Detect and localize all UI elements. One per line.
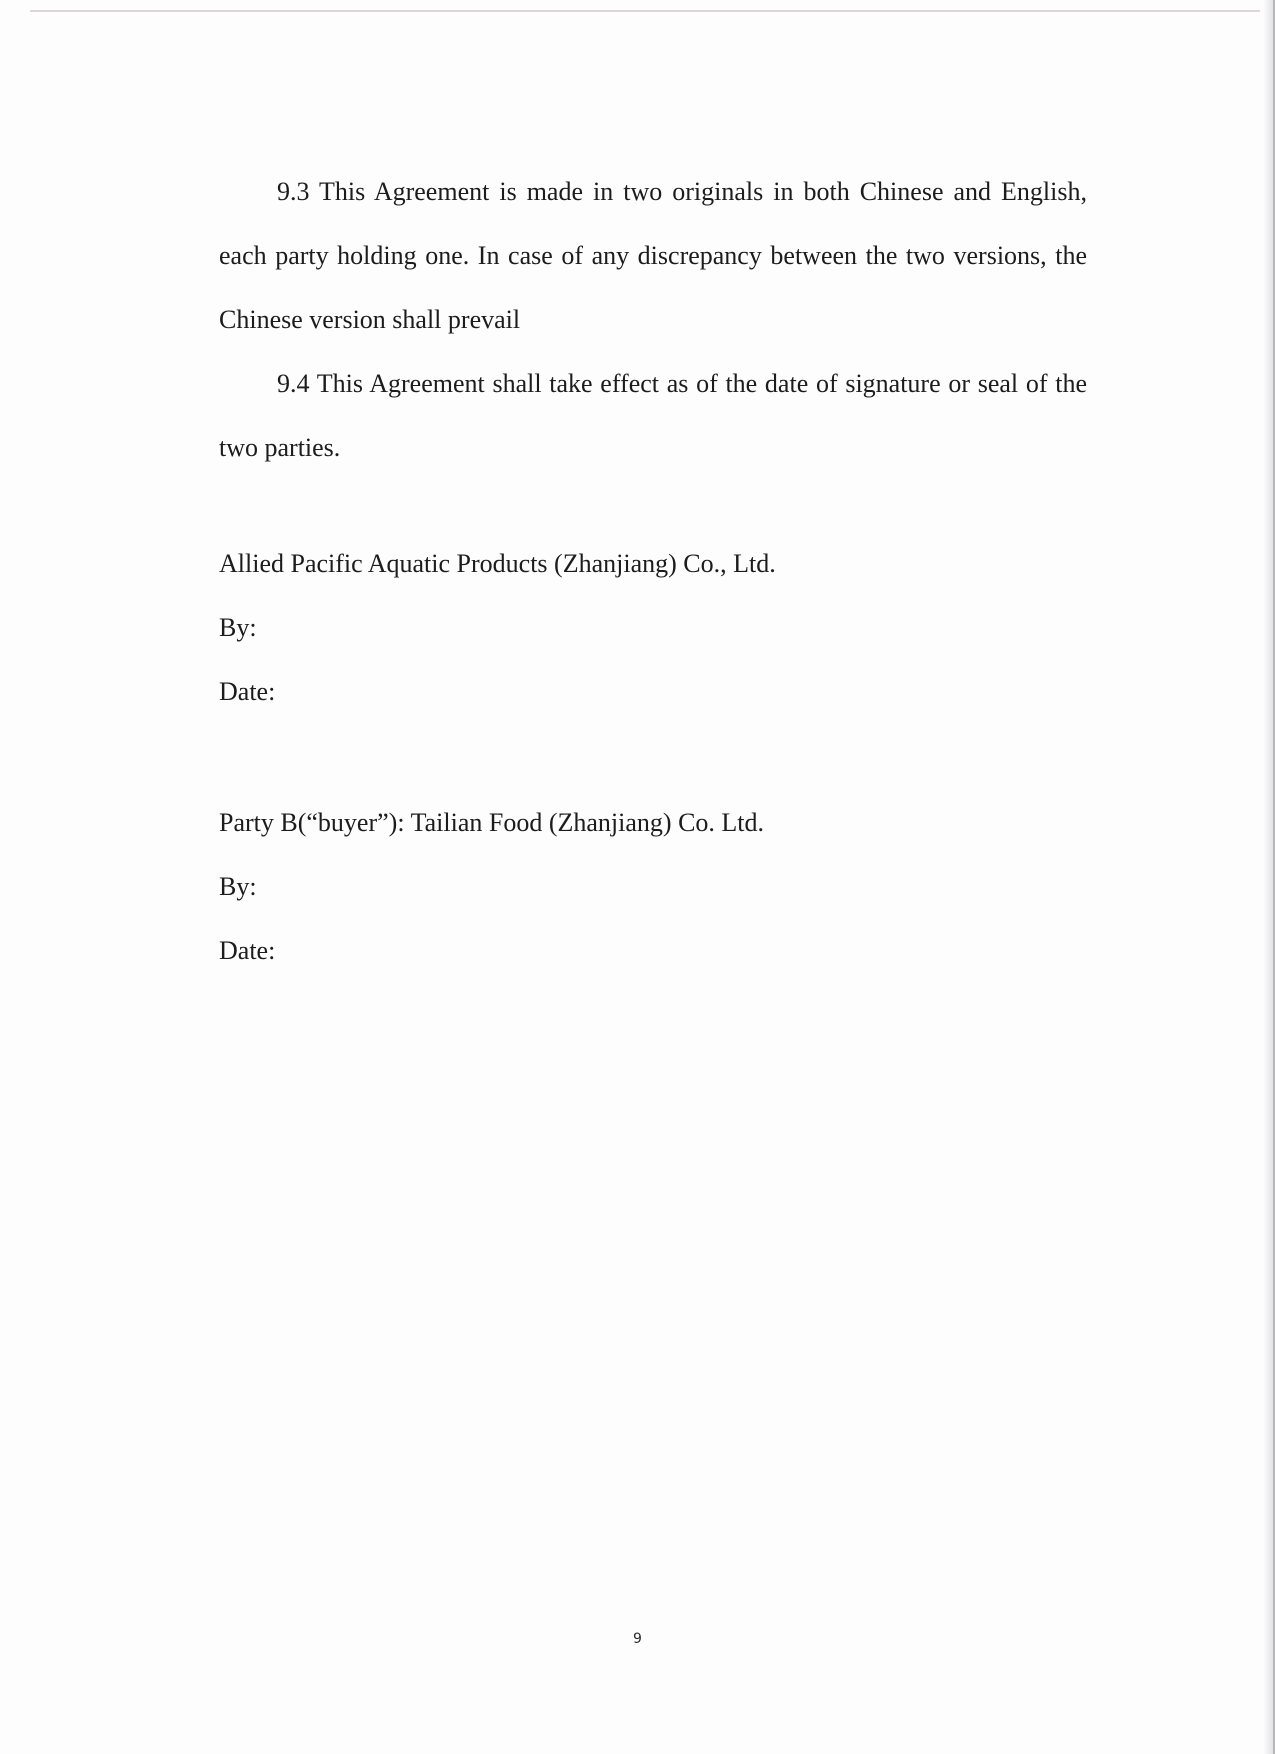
party-b-name: Party B(“buyer”): Tailian Food (Zhanjiang) Co. Ltd. <box>219 808 765 837</box>
party-a-date-label: Date: <box>219 677 276 706</box>
party-b-date-label: Date: <box>219 936 276 965</box>
party-a-signature-block <box>219 532 1087 724</box>
party-b-signature-block <box>219 791 1087 983</box>
clause-9-3: 9.3 This Agreement is made in two originals in both Chinese and English, each party holding one. In case of any discrepancy between the two versions, the Chinese version shall prevail <box>219 177 1087 334</box>
scan-border-top <box>30 10 1260 12</box>
clause-9-4: 9.4 This Agreement shall take effect as of the date of signature or seal of the two parties. <box>219 369 1087 462</box>
party-b-by-label: By: <box>219 872 257 901</box>
page-number: 9 <box>633 1631 642 1647</box>
clauses-section <box>219 160 1087 480</box>
party-a-name: Allied Pacific Aquatic Products (Zhanjiang) Co., Ltd. <box>219 549 776 578</box>
scan-shadow-right <box>1263 0 1273 1754</box>
party-a-by-label: By: <box>219 613 257 642</box>
